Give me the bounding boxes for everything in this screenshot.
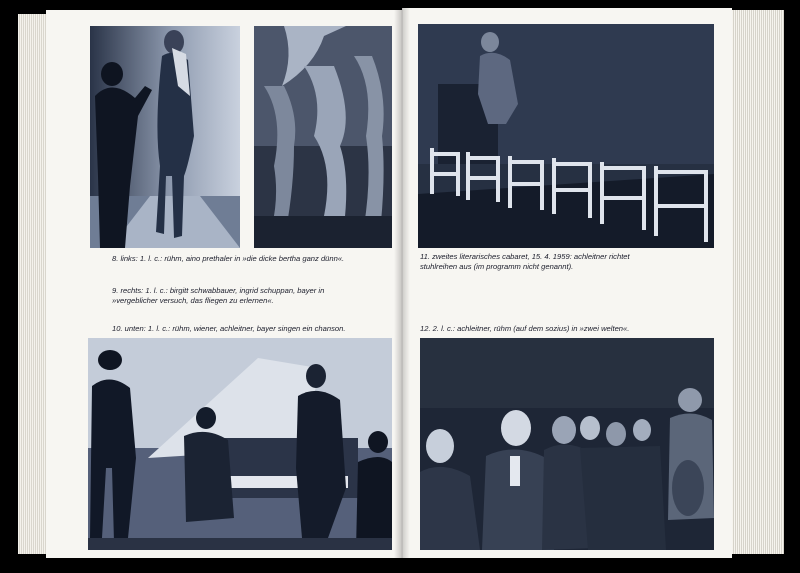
photo-10-chanson-piano [88,338,392,550]
right-page-edges [724,10,784,554]
caption-12: 12. 2. l. c.: achleitner, rühm (auf dem sozius) in »zwei welten«. [420,324,630,333]
caption-8: 8. links: 1. l. c.: rühm, aino prethaler in »die dicke bertha ganz dünn«. [112,254,345,263]
caption-11-line-1: 11. zweites literarisches cabaret, 15. 4. 1959: achleitner richtet [420,252,630,261]
caption-9-line-1: 9. rechts: 1. l. c.: birgitt schwabbauer, ingrid schuppan, bayer in [112,286,325,295]
caption-11-line-2: stuhlreihen aus (im programm nicht genannt). [420,262,574,271]
caption-10: 10. unten: 1. l. c.: rühm, wiener, achleitner, bayer singen ein chanson. [112,324,346,333]
book-gutter [394,8,410,560]
photo-11-chairs-stage [418,24,714,248]
photo-8-performers [90,26,240,248]
photo-12-audience [420,338,714,550]
caption-9-line-2: »vergeblicher versuch, das fliegen zu erlernen«. [112,296,274,305]
photo-9-dancers [254,26,392,248]
